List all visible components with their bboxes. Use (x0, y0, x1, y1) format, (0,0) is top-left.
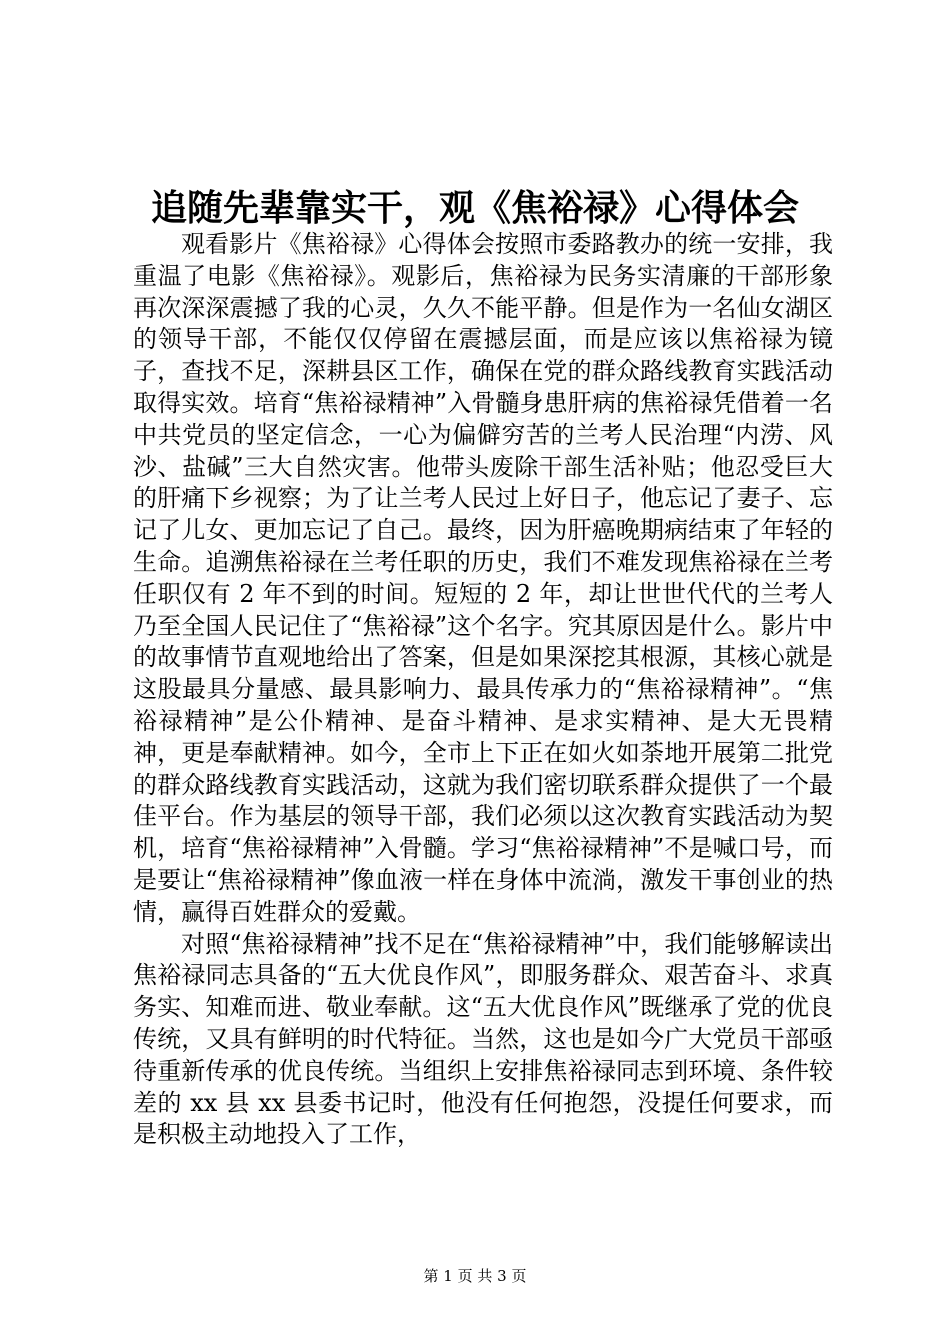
page-footer: 第 1 页 共 3 页 (423, 1267, 527, 1285)
paragraph-2: 对照“焦裕禄精神”找不足在“焦裕禄精神”中，我们能够解读出焦裕禄同志具备的“五大优良作风”，即服务群众、艰苦奋斗、求真务实、知难而进、敬业奉献。这“五大优良作风”既继承了党的优良传统，又具有鲜明的时代特征。当然，这也是如今广大党员干部亟待重新传承的优良传统。当组织上安排焦裕禄同志到环境、条件较差的 xx 县 xx 县委书记时，他没有任何抱怨，没提任何要求，而是积极主动地投入了工作， (133, 929, 833, 1149)
document-body (133, 229, 833, 1151)
document-title: 追随先辈靠实干，观《焦裕禄》心得体会 (150, 188, 799, 229)
paragraph-1: 观看影片《焦裕禄》心得体会按照市委路教办的统一安排，我重温了电影《焦裕禄》。观影后，焦裕禄为民务实清廉的干部形象再次深深震撼了我的心灵，久久不能平静。但是作为一名仙女湖区的领导干部，不能仅仅停留在震撼层面，而是应该以焦裕禄为镜子，查找不足，深耕县区工作，确保在党的群众路线教育实践活动取得实效。培育“焦裕禄精神”入骨髓身患肝病的焦裕禄凭借着一名中共党员的坚定信念，一心为偏僻穷苦的兰考人民治理“内涝、风沙、盐碱”三大自然灾害。他带头废除干部生活补贴；他忍受巨大的肝痛下乡视察；为了让兰考人民过上好日子，他忘记了妻子、忘记了儿女、更加忘记了自己。最终，因为肝癌晚期病结束了年轻的生命。追溯焦裕禄在兰考任职的历史，我们不难发现焦裕禄在兰考任职仅有 2 年不到的时间。短短的 2 年，却让世世代代的兰考人乃至全国人民记住了“焦裕禄”这个名字。究其原因是什么。影片中的故事情节直观地给出了答案，但是如果深挖其根源，其核心就是这股最具分量感、最具影响力、最具传承力的“焦裕禄精神”。“焦裕禄精神”是公仆精神、是奋斗精神、是求实精神、是大无畏精神，更是奉献精神。如今，全市上下正在如火如荼地开展第二批党的群众路线教育实践活动，这就为我们密切联系群众提供了一个最佳平台。作为基层的领导干部，我们必须以这次教育实践活动为契机，培育“焦裕禄精神”入骨髓。学习“焦裕禄精神”不是喊口号，而是要让“焦裕禄精神”像血液一样在身体中流淌，激发干事创业的热情，赢得百姓群众的爱戴。 (133, 230, 833, 926)
